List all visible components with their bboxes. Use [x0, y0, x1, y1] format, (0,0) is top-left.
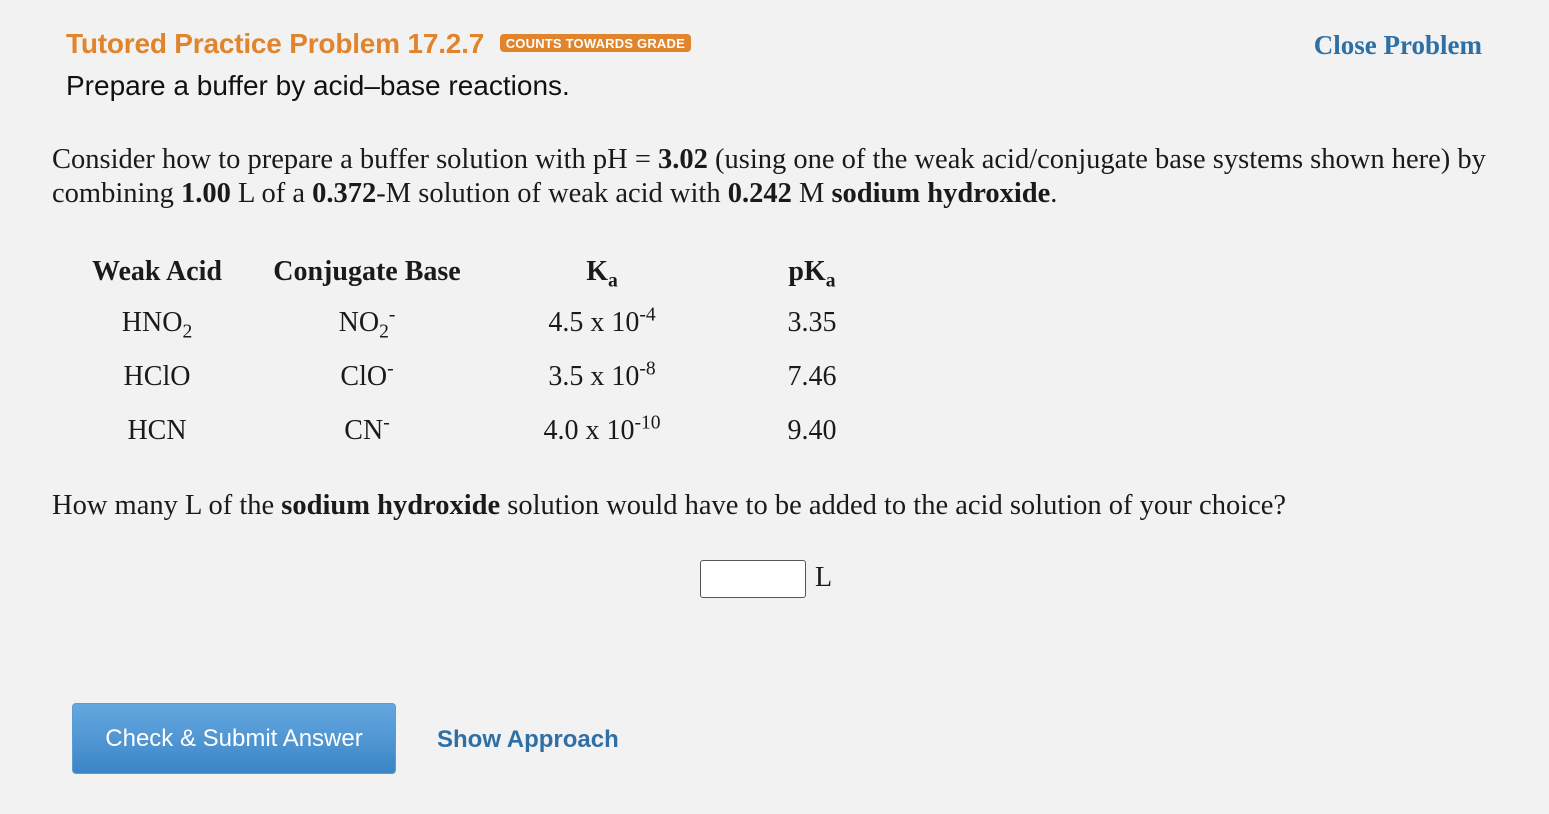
check-submit-answer-button[interactable]: Check & Submit Answer	[72, 703, 396, 774]
conjugate-base-cell: $NO_2^-$	[338, 304, 396, 343]
acid-base-systems-table	[72, 248, 912, 458]
header-weak-acid: Weak Acid	[92, 256, 222, 287]
weak-acid-cell: HClO	[123, 361, 191, 392]
close-problem-link[interactable]: Close Problem	[1313, 30, 1482, 60]
acid-volume: 1.00	[181, 178, 231, 209]
answer-unit-label: L	[815, 562, 833, 593]
ka-cell: 4.0 x $10^{-10}$	[543, 412, 661, 446]
question-bold-reagent: sodium hydroxide	[281, 490, 501, 521]
table-header-row	[72, 248, 912, 296]
intro-text-1: Consider how to prepare a buffer solution with pH =	[52, 144, 659, 175]
problem-statement	[52, 143, 1512, 211]
answer-input[interactable]	[700, 560, 806, 598]
table-row	[72, 350, 912, 404]
header-ka: $K_a$	[586, 256, 618, 292]
problem-subtitle: Prepare a buffer by acid–base reactions.	[66, 70, 570, 101]
intro-text-3: L of a	[230, 178, 313, 209]
header-conjugate-base: Conjugate Base	[273, 256, 461, 287]
conjugate-base-cell: CN-	[344, 412, 390, 446]
base-concentration: 0.242	[727, 178, 792, 209]
table-row	[72, 296, 912, 350]
intro-text-6: .	[1050, 178, 1058, 209]
header-pka: $pK_a$	[788, 256, 836, 292]
weak-acid-cell: $HNO_2$	[121, 307, 193, 343]
problem-title	[66, 28, 691, 60]
intro-text-2: (using one of the weak acid/conjugate base systems shown here) by combining	[52, 144, 1486, 209]
conjugate-base-cell: ClO-	[340, 358, 394, 392]
pka-cell: 7.46	[787, 361, 837, 392]
question-text: How many L of the sodium hydroxide solution would have to be added to the acid solution of your choice?	[52, 490, 1287, 521]
intro-text-4: -M solution of weak acid with	[376, 178, 728, 209]
base-name: sodium hydroxide	[831, 178, 1051, 209]
pka-cell: 3.35	[787, 307, 837, 338]
counts-towards-grade-badge: COUNTS TOWARDS GRADE	[500, 34, 691, 52]
ka-cell: 3.5 x $10^{-8}$	[548, 358, 656, 392]
target-ph: 3.02	[658, 144, 708, 175]
show-approach-link[interactable]: Show Approach	[437, 726, 619, 753]
pka-cell: 9.40	[787, 415, 837, 446]
table-row	[72, 404, 912, 458]
weak-acid-cell: HCN	[127, 415, 187, 446]
intro-text-5: M	[791, 178, 832, 209]
ka-cell: 4.5 x $10^{-4}$	[548, 304, 656, 338]
acid-molarity: 0.372	[312, 178, 377, 209]
problem-title-text: Tutored Practice Problem 17.2.7	[66, 28, 485, 59]
